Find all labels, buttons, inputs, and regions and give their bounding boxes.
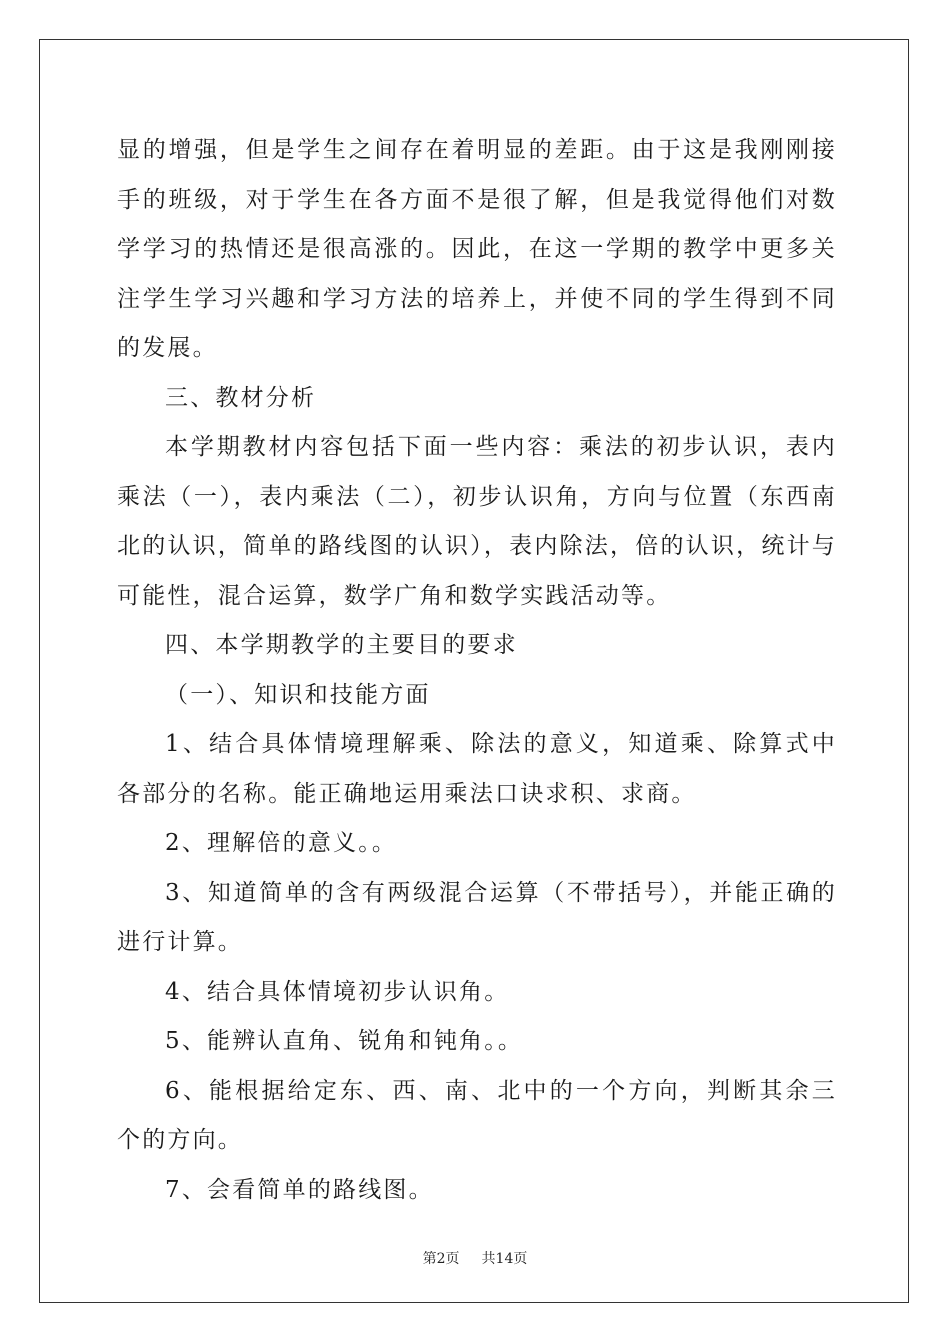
page-footer (0, 1248, 950, 1268)
total-pages: 共14页 (481, 1251, 528, 1267)
list-item-7: 7、会看简单的路线图。 (165, 1176, 434, 1203)
list-item-5: 5、能辨认直角、锐角和钝角。。 (165, 1028, 524, 1054)
list-item-6: 6、能根据给定东、西、南、北中的一个方向，判断其余三个的方向。 (117, 1077, 837, 1153)
paragraph-2: 本学期教材内容包括下面一些内容：乘法的初步认识，表内乘法（一），表内乘法（二），初步认识角，方向与位置（东西南北的认识，简单的路线图的认识），表内除法，倍的认识，统计与可能性，混合运算，数学广角和数学实践活动等。 (117, 434, 837, 609)
document-body (117, 126, 837, 1215)
list-item-3: 3、知道简单的含有两级混合运算（不带括号），并能正确的进行计算。 (117, 879, 837, 955)
list-item-1: 1、结合具体情境理解乘、除法的意义，知道乘、除算式中各部分的名称。能正确地运用乘法口诀求积、求商。 (117, 731, 837, 807)
list-item-4: 4、结合具体情境初步认识角。 (165, 978, 510, 1005)
section-heading-4: 四、本学期教学的主要目的要求 (165, 632, 518, 658)
paragraph-1: 显的增强，但是学生之间存在着明显的差距。由于这是我刚刚接手的班级，对于学生在各方面不是很了解，但是我觉得他们对数学学习的热情还是很高涨的。因此，在这一学期的教学中更多关注学生学习兴趣和学习方法的培养上，并使不同的学生得到不同的发展。 (117, 137, 837, 361)
list-item-2: 2、理解倍的意义。。 (165, 830, 398, 856)
subsection-heading-1: （一）、知识和技能方面 (165, 681, 431, 708)
current-page-number: 第2页 (422, 1251, 460, 1267)
section-heading-3: 三、教材分析 (165, 384, 317, 411)
